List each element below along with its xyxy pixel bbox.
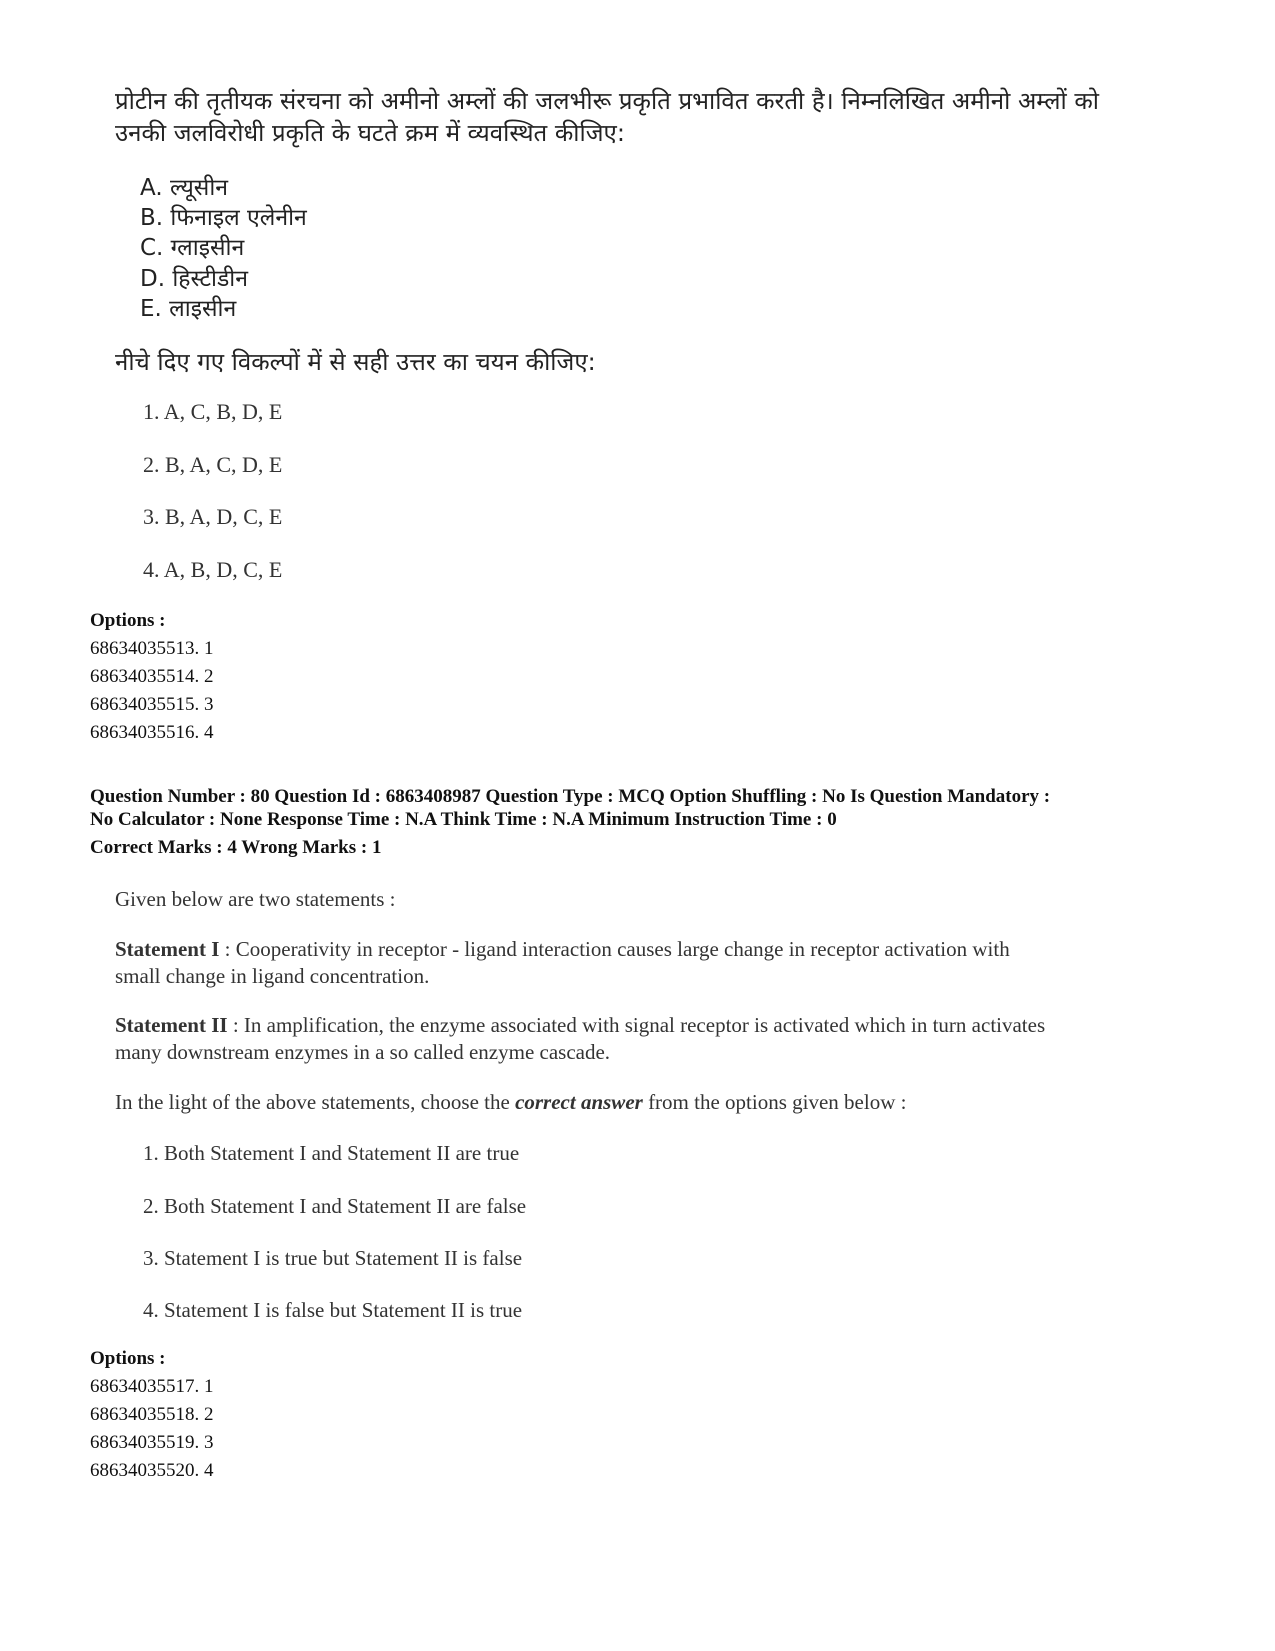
q80-options-label: Options : — [90, 1348, 166, 1369]
q79-option-2: 68634035514. 2 — [90, 666, 214, 687]
q79-stem-line-2: उनकी जलविरोधी प्रकृति के घटते क्रम में व्यवस्थित कीजिए: — [115, 119, 625, 147]
q80-choice-3: 3. Statement I is true but Statement II is false — [143, 1246, 523, 1270]
q80-statement-2-line-1 — [115, 1013, 1045, 1038]
q80-option-3: 68634035519. 3 — [90, 1432, 214, 1453]
q80-light-post: from the options given below : — [642, 1090, 907, 1114]
q80-choice-4: 4. Statement I is false but Statement II is true — [143, 1298, 523, 1322]
q79-item-a: A. ल्यूसीन — [140, 175, 229, 201]
q79-choice-4: 4. A, B, D, C, E — [143, 557, 283, 582]
q79-item-e: E. लाइसीन — [140, 296, 237, 322]
q80-option-4: 68634035520. 4 — [90, 1460, 214, 1481]
q79-option-3: 68634035515. 3 — [90, 694, 214, 715]
q80-option-2: 68634035518. 2 — [90, 1404, 214, 1425]
q80-marks: Correct Marks : 4 Wrong Marks : 1 — [90, 837, 382, 858]
q79-option-1: 68634035513. 1 — [90, 638, 214, 659]
q80-meta-line-1: Question Number : 80 Question Id : 6863408987 Question Type : MCQ Option Shuffling : No Is Question Mandatory : — [90, 786, 1051, 807]
q80-statement-2-label: Statement II — [115, 1013, 228, 1037]
q79-choice-3: 3. B, A, D, C, E — [143, 504, 283, 529]
q80-choice-2: 2. Both Statement I and Statement II are false — [143, 1194, 527, 1218]
q79-options-label: Options : — [90, 610, 166, 631]
q79-stem-line-1: प्रोटीन की तृतीयक संरचना को अमीनो अम्लों की जलभीरू प्रकृति प्रभावित करती है। निम्नलिखित अमीनो अम्लों को — [115, 87, 1099, 115]
q80-statement-2-line-2: many downstream enzymes in a so called enzyme cascade. — [115, 1040, 611, 1064]
q80-statement-2-text: : In amplification, the enzyme associated with signal receptor is activated which in turn activates — [227, 1013, 1046, 1037]
q80-intro: Given below are two statements : — [115, 887, 396, 911]
q80-choice-1: 1. Both Statement I and Statement II are true — [143, 1141, 520, 1165]
q80-statement-1-line-1 — [115, 937, 1010, 962]
q80-statement-1-text: : Cooperativity in receptor - ligand interaction causes large change in receptor activation with — [219, 937, 1010, 961]
q79-option-4: 68634035516. 4 — [90, 722, 214, 743]
q80-light-pre: In the light of the above statements, choose the — [115, 1090, 516, 1114]
q79-prompt: नीचे दिए गए विकल्पों में से सही उत्तर का चयन कीजिए: — [115, 348, 596, 376]
q80-meta-line-2: No Calculator : None Response Time : N.A Think Time : N.A Minimum Instruction Time : 0 — [90, 809, 837, 830]
q80-statement-1-label: Statement I — [115, 937, 220, 961]
q79-item-c: C. ग्लाइसीन — [140, 235, 245, 261]
q79-item-d: D. हिस्टीडीन — [140, 266, 249, 292]
q80-light-line — [115, 1090, 906, 1115]
q79-choice-2: 2. B, A, C, D, E — [143, 452, 283, 477]
q79-item-b: B. फिनाइल एलेनीन — [140, 205, 307, 231]
q80-statement-1-line-2: small change in ligand concentration. — [115, 964, 430, 988]
q79-choice-1: 1. A, C, B, D, E — [143, 399, 283, 424]
q80-light-emphasis: correct answer — [515, 1090, 643, 1114]
q80-option-1: 68634035517. 1 — [90, 1376, 214, 1397]
